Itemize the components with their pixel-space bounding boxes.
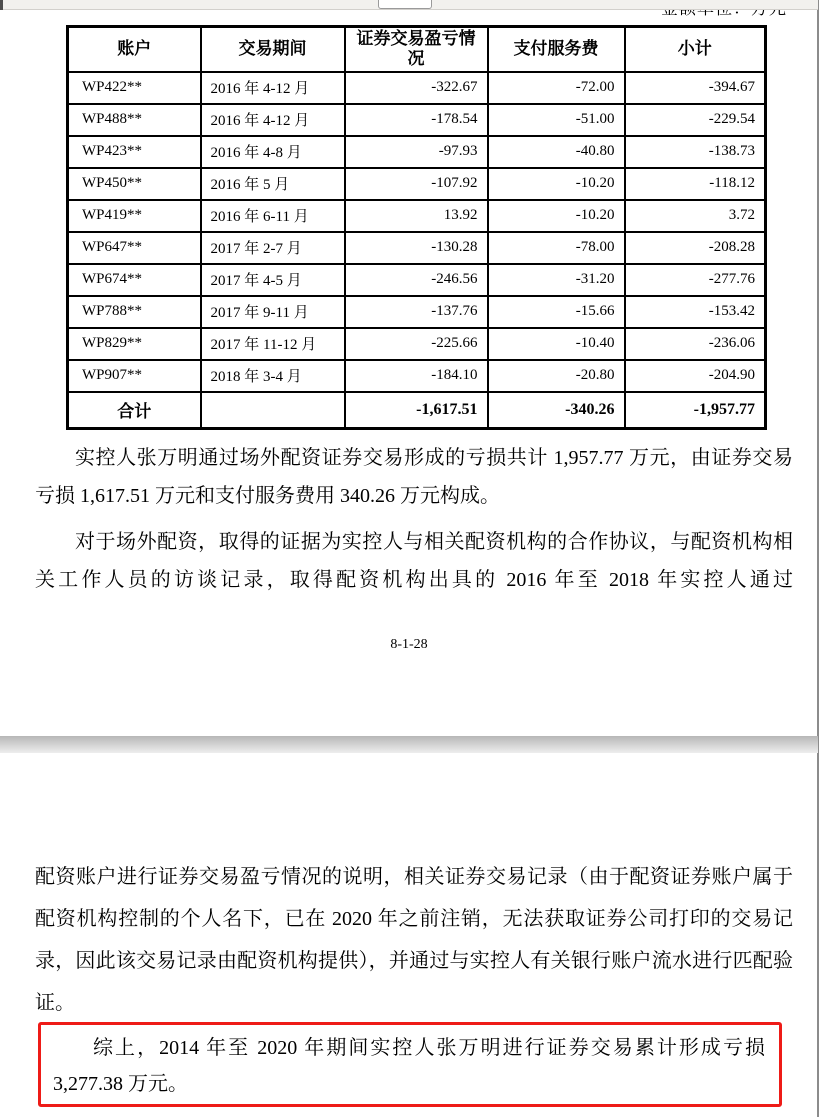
table-header-row: [68, 27, 766, 72]
table-cell: -130.28: [345, 232, 488, 264]
table-cell: WP488**: [68, 104, 201, 136]
table-cell: -394.67: [625, 72, 766, 104]
highlight-red-box: [38, 1022, 782, 1107]
table-cell: 2017 年 2-7 月: [201, 232, 345, 264]
column-header-pnl: 证券交易盈亏情况: [345, 27, 488, 72]
table-cell: -153.42: [625, 296, 766, 328]
table-cell: WP907**: [68, 360, 201, 392]
toolbar-edge-mark: [0, 0, 3, 10]
table-cell: WP674**: [68, 264, 201, 296]
table-cell: -10.20: [488, 200, 625, 232]
table-cell: -322.67: [345, 72, 488, 104]
table-cell: WP647**: [68, 232, 201, 264]
table-cell: WP788**: [68, 296, 201, 328]
table-cell: -10.40: [488, 328, 625, 360]
table-row: [68, 296, 766, 328]
table-cell: -97.93: [345, 136, 488, 168]
page-number-input[interactable]: [378, 0, 432, 9]
column-header-servicefee: 支付服务费: [488, 27, 625, 72]
table-cell: WP450**: [68, 168, 201, 200]
table-row: [68, 232, 766, 264]
total-pnl-cell: -1,617.51: [345, 392, 488, 429]
table-cell: -40.80: [488, 136, 625, 168]
table-cell: -225.66: [345, 328, 488, 360]
table-cell: 3.72: [625, 200, 766, 232]
column-header-subtotal: 小计: [625, 27, 766, 72]
page-break-separator: [0, 736, 818, 753]
table-cell: 2016 年 5 月: [201, 168, 345, 200]
table-cell: WP829**: [68, 328, 201, 360]
total-empty-cell: [201, 392, 345, 429]
table-row: [68, 200, 766, 232]
table-row: [68, 72, 766, 104]
table-row: [68, 136, 766, 168]
paragraph-evidence: 对于场外配资，取得的证据为实控人与相关配资机构的合作协议，与配资机构相关工作人员的访谈记录，取得配资机构出具的 2016 年至 2018 年实控人通过: [35, 531, 793, 591]
table-cell: -184.10: [345, 360, 488, 392]
table-cell: -15.66: [488, 296, 625, 328]
table-cell: WP422**: [68, 72, 201, 104]
table-row: [68, 104, 766, 136]
page-number: 8-1-28: [390, 637, 428, 652]
total-servicefee-cell: -340.26: [488, 392, 625, 429]
pnl-table: [66, 25, 767, 430]
table-cell: -107.92: [345, 168, 488, 200]
table-cell: 2018 年 3-4 月: [201, 360, 345, 392]
paragraph-verification: 配资账户进行证券交易盈亏情况的说明，相关证券交易记录（由于配资证券账户属于配资机构控制的个人名下，已在 2020 年之前注销，无法获取证券公司打印的交易记录，因此该交易记录由配资机构提供），并通过与实控人有关银行账户流水进行匹配验证。: [35, 866, 793, 1014]
table-cell: -72.00: [488, 72, 625, 104]
total-subtotal-cell: -1,957.77: [625, 392, 766, 429]
table-cell: 2016 年 4-8 月: [201, 136, 345, 168]
table-cell: 2017 年 4-5 月: [201, 264, 345, 296]
table-cell: 2017 年 11-12 月: [201, 328, 345, 360]
table-cell: -178.54: [345, 104, 488, 136]
column-header-account: 账户: [68, 27, 201, 72]
paragraph-loss-summary: 实控人张万明通过场外配资证券交易形成的亏损共计 1,957.77 万元，由证券交易亏损 1,617.51 万元和支付服务费用 340.26 万元构成。: [35, 447, 793, 507]
table-total-row: [68, 392, 766, 429]
table-cell: 2017 年 9-11 月: [201, 296, 345, 328]
total-label-cell: 合计: [68, 392, 201, 429]
table-cell: -118.12: [625, 168, 766, 200]
table-row: [68, 264, 766, 296]
table-row: [68, 328, 766, 360]
table-cell: -20.80: [488, 360, 625, 392]
table-body: [68, 72, 766, 392]
table-cell: -10.20: [488, 168, 625, 200]
table-cell: 13.92: [345, 200, 488, 232]
table-cell: WP423**: [68, 136, 201, 168]
column-header-period: 交易期间: [201, 27, 345, 72]
table-cell: -229.54: [625, 104, 766, 136]
table-row: [68, 360, 766, 392]
table-cell: WP419**: [68, 200, 201, 232]
table-row: [68, 168, 766, 200]
table-cell: -78.00: [488, 232, 625, 264]
table-cell: -277.76: [625, 264, 766, 296]
amount-unit-label-wrap: [661, 10, 787, 18]
table-cell: -138.73: [625, 136, 766, 168]
table-cell: 2016 年 6-11 月: [201, 200, 345, 232]
table-cell: -31.20: [488, 264, 625, 296]
table-cell: -137.76: [345, 296, 488, 328]
table-cell: -236.06: [625, 328, 766, 360]
viewport-right-border: [817, 0, 819, 1117]
highlight-conclusion-text: 综上，2014 年至 2020 年期间实控人张万明进行证券交易累计形成亏损 3,277.38 万元。: [53, 1037, 765, 1095]
table-cell: 2016 年 4-12 月: [201, 104, 345, 136]
table-cell: -51.00: [488, 104, 625, 136]
table-cell: -246.56: [345, 264, 488, 296]
table-cell: -208.28: [625, 232, 766, 264]
table-cell: -204.90: [625, 360, 766, 392]
table-cell: 2016 年 4-12 月: [201, 72, 345, 104]
